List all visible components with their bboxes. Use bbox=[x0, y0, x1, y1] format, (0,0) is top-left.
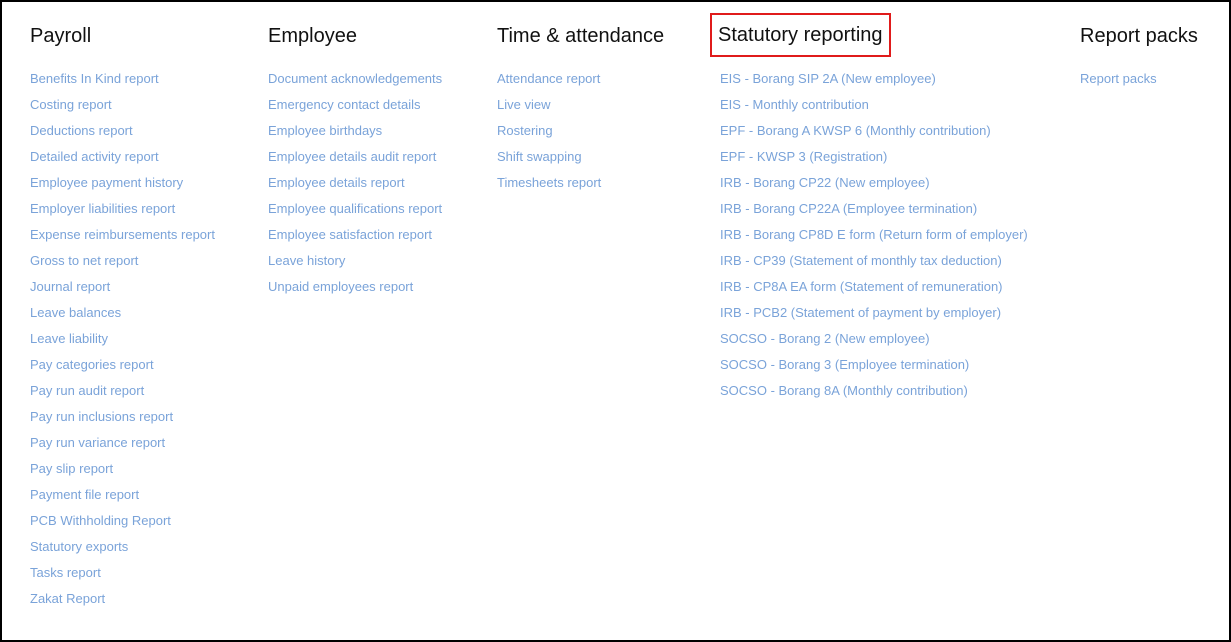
link-irb-cp8a-ea-form[interactable]: IRB - CP8A EA form (Statement of remuneration) bbox=[720, 279, 1003, 294]
link-pay-slip-report[interactable]: Pay slip report bbox=[30, 461, 114, 476]
column-title-employee: Employee bbox=[268, 25, 357, 47]
list-item bbox=[268, 200, 442, 226]
list-item bbox=[30, 434, 215, 460]
list-item bbox=[30, 408, 215, 434]
link-employer-liabilities-report[interactable]: Employer liabilities report bbox=[30, 201, 176, 216]
time-attendance-links bbox=[497, 70, 601, 200]
list-item bbox=[720, 96, 1028, 122]
list-item bbox=[30, 226, 215, 252]
list-item bbox=[497, 122, 601, 148]
list-item bbox=[268, 70, 442, 96]
list-item bbox=[30, 174, 215, 200]
link-attendance-report[interactable]: Attendance report bbox=[497, 71, 601, 86]
link-pay-categories-report[interactable]: Pay categories report bbox=[30, 357, 154, 372]
list-item bbox=[497, 96, 601, 122]
employee-links bbox=[268, 70, 442, 304]
link-leave-history[interactable]: Leave history bbox=[268, 253, 346, 268]
link-costing-report[interactable]: Costing report bbox=[30, 97, 112, 112]
link-irb-borang-cp22a[interactable]: IRB - Borang CP22A (Employee termination) bbox=[720, 201, 978, 216]
link-epf-kwsp-3[interactable]: EPF - KWSP 3 (Registration) bbox=[720, 149, 888, 164]
link-pay-run-audit-report[interactable]: Pay run audit report bbox=[30, 383, 145, 398]
list-item bbox=[30, 486, 215, 512]
list-item bbox=[30, 564, 215, 590]
link-socso-borang-8a[interactable]: SOCSO - Borang 8A (Monthly contribution) bbox=[720, 383, 968, 398]
column-title-payroll: Payroll bbox=[30, 25, 92, 47]
link-tasks-report[interactable]: Tasks report bbox=[30, 565, 101, 580]
link-benefits-in-kind-report[interactable]: Benefits In Kind report bbox=[30, 71, 159, 86]
link-timesheets-report[interactable]: Timesheets report bbox=[497, 175, 602, 190]
list-item bbox=[497, 174, 601, 200]
list-item bbox=[720, 278, 1028, 304]
link-statutory-exports[interactable]: Statutory exports bbox=[30, 539, 129, 554]
list-item bbox=[720, 226, 1028, 252]
list-item bbox=[720, 174, 1028, 200]
link-employee-qualifications-report[interactable]: Employee qualifications report bbox=[268, 201, 443, 216]
link-report-packs[interactable]: Report packs bbox=[1080, 71, 1157, 86]
link-employee-payment-history[interactable]: Employee payment history bbox=[30, 175, 184, 190]
list-item bbox=[268, 252, 442, 278]
link-employee-satisfaction-report[interactable]: Employee satisfaction report bbox=[268, 227, 433, 242]
link-eis-monthly-contribution[interactable]: EIS - Monthly contribution bbox=[720, 97, 869, 112]
list-item bbox=[720, 200, 1028, 226]
list-item bbox=[30, 538, 215, 564]
list-item bbox=[720, 70, 1028, 96]
link-unpaid-employees-report[interactable]: Unpaid employees report bbox=[268, 279, 414, 294]
report-packs-links bbox=[1080, 70, 1157, 96]
list-item bbox=[720, 148, 1028, 174]
link-irb-borang-cp22[interactable]: IRB - Borang CP22 (New employee) bbox=[720, 175, 930, 190]
link-employee-birthdays[interactable]: Employee birthdays bbox=[268, 123, 383, 138]
link-epf-borang-a-kwsp-6[interactable]: EPF - Borang A KWSP 6 (Monthly contribution) bbox=[720, 123, 991, 138]
link-irb-cp39[interactable]: IRB - CP39 (Statement of monthly tax deduction) bbox=[720, 253, 1002, 268]
column-title-statutory-reporting: Statutory reporting bbox=[712, 15, 889, 55]
list-item bbox=[497, 148, 601, 174]
list-item bbox=[30, 278, 215, 304]
link-journal-report[interactable]: Journal report bbox=[30, 279, 111, 294]
link-irb-borang-cp8d-e-form[interactable]: IRB - Borang CP8D E form (Return form of employer) bbox=[720, 227, 1028, 242]
list-item bbox=[30, 512, 215, 538]
link-socso-borang-3[interactable]: SOCSO - Borang 3 (Employee termination) bbox=[720, 357, 970, 372]
list-item bbox=[268, 174, 442, 200]
link-document-acknowledgements[interactable]: Document acknowledgements bbox=[268, 71, 443, 86]
link-emergency-contact-details[interactable]: Emergency contact details bbox=[268, 97, 421, 112]
link-leave-balances[interactable]: Leave balances bbox=[30, 305, 122, 320]
link-pcb-withholding-report[interactable]: PCB Withholding Report bbox=[30, 513, 171, 528]
link-gross-to-net-report[interactable]: Gross to net report bbox=[30, 253, 139, 268]
list-item bbox=[30, 252, 215, 278]
list-item bbox=[268, 148, 442, 174]
link-pay-run-inclusions-report[interactable]: Pay run inclusions report bbox=[30, 409, 174, 424]
list-item bbox=[497, 70, 601, 96]
list-item bbox=[720, 356, 1028, 382]
column-title-time-attendance: Time & attendance bbox=[497, 25, 665, 47]
list-item bbox=[720, 330, 1028, 356]
list-item bbox=[30, 590, 215, 616]
list-item bbox=[1080, 70, 1157, 96]
link-deductions-report[interactable]: Deductions report bbox=[30, 123, 133, 138]
link-live-view[interactable]: Live view bbox=[497, 97, 551, 112]
list-item bbox=[30, 96, 215, 122]
list-item bbox=[268, 226, 442, 252]
link-shift-swapping[interactable]: Shift swapping bbox=[497, 149, 582, 164]
list-item bbox=[268, 96, 442, 122]
link-zakat-report[interactable]: Zakat Report bbox=[30, 591, 106, 606]
list-item bbox=[720, 304, 1028, 330]
list-item bbox=[720, 382, 1028, 408]
list-item bbox=[30, 460, 215, 486]
link-leave-liability[interactable]: Leave liability bbox=[30, 331, 109, 346]
link-payment-file-report[interactable]: Payment file report bbox=[30, 487, 140, 502]
payroll-links bbox=[30, 70, 215, 616]
column-title-report-packs: Report packs bbox=[1080, 25, 1198, 47]
link-detailed-activity-report[interactable]: Detailed activity report bbox=[30, 149, 159, 164]
list-item bbox=[30, 356, 215, 382]
link-eis-borang-sip-2a[interactable]: EIS - Borang SIP 2A (New employee) bbox=[720, 71, 936, 86]
list-item bbox=[30, 382, 215, 408]
list-item bbox=[30, 70, 215, 96]
link-irb-pcb2[interactable]: IRB - PCB2 (Statement of payment by employer) bbox=[720, 305, 1002, 320]
statutory-reporting-links bbox=[720, 70, 1028, 408]
list-item bbox=[30, 304, 215, 330]
link-pay-run-variance-report[interactable]: Pay run variance report bbox=[30, 435, 166, 450]
link-rostering[interactable]: Rostering bbox=[497, 123, 553, 138]
link-socso-borang-2[interactable]: SOCSO - Borang 2 (New employee) bbox=[720, 331, 930, 346]
list-item bbox=[268, 278, 442, 304]
link-employee-details-audit-report[interactable]: Employee details audit report bbox=[268, 149, 437, 164]
list-item bbox=[268, 122, 442, 148]
list-item bbox=[720, 122, 1028, 148]
list-item bbox=[720, 252, 1028, 278]
list-item bbox=[30, 122, 215, 148]
list-item bbox=[30, 148, 215, 174]
link-employee-details-report[interactable]: Employee details report bbox=[268, 175, 405, 190]
list-item bbox=[30, 200, 215, 226]
link-expense-reimbursements-report[interactable]: Expense reimbursements report bbox=[30, 227, 215, 242]
list-item bbox=[30, 330, 215, 356]
